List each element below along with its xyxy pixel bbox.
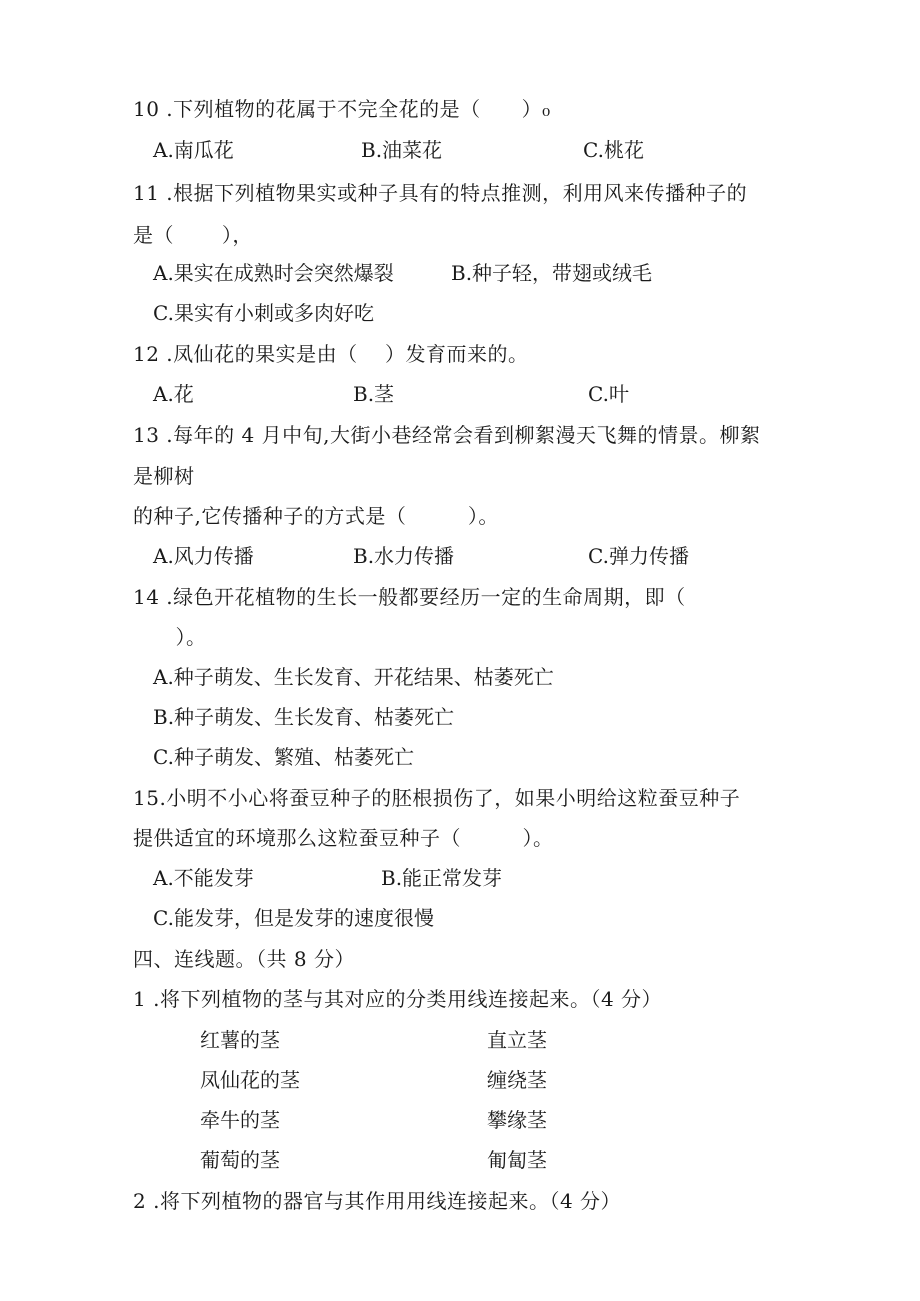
q14-stem-line1: 14 .绿色开花植物的生长一般都要经历一定的生命周期，即（ [133,585,686,609]
q14-option-a: A.种子萌发、生长发育、开花结果、枯萎死亡 [153,665,554,689]
q13-stem-line2: 是柳树 [133,464,195,488]
q11-option-b: B.种子轻，带翅或绒毛 [451,261,653,285]
q1-right-item: 缠绕茎 [487,1068,547,1092]
q11-stem-line2: 是（ ）， [133,223,253,247]
q10-option-b: B.油菜花 [361,138,443,162]
section4-title: 四、连线题。（共 8 分） [133,947,355,971]
q1-left-item: 红薯的茎 [200,1028,280,1052]
q1-right-item: 攀缘茎 [487,1108,547,1132]
q12-option-a: A.花 [153,382,194,406]
q15-option-a: A.不能发芽 [153,866,254,890]
q13-stem-line3: 的种子,它传播种子的方式是（ ）。 [133,504,499,528]
q10-option-a: A.南瓜花 [153,138,234,162]
q13-option-c: C.弹力传播 [588,544,689,568]
q15-stem-line1: 15.小明不小心将蚕豆种子的胚根损伤了，如果小明给这粒蚕豆种子 [133,786,741,810]
q1-left-item: 葡萄的茎 [200,1148,280,1172]
q12-stem: 12 .凤仙花的果实是由（ ）发育而来的。 [133,342,529,366]
q13-option-b: B.水力传播 [353,544,455,568]
q13-stem-line1: 13 .每年的 4 月中旬,大街小巷经常会看到柳絮漫天飞舞的情景。柳絮 [133,423,761,447]
q12-option-c: C.叶 [588,382,629,406]
section4-q2-stem: 2 .将下列植物的器官与其作用用线连接起来。（4 分） [133,1189,622,1213]
q1-left-item: 凤仙花的茎 [200,1068,300,1092]
q1-left-item: 牵牛的茎 [200,1108,280,1132]
q12-option-b: B.茎 [353,382,395,406]
q11-option-a: A.果实在成熟时会突然爆裂 [153,261,394,285]
q10-option-c: C.桃花 [583,138,644,162]
q10-stem: 10 .下列植物的花属于不完全花的是（ ）₀ [133,97,551,121]
q14-option-b: B.种子萌发、生长发育、枯萎死亡 [153,705,455,729]
q15-stem-line2: 提供适宜的环境那么这粒蚕豆种子（ ）。 [133,826,554,850]
q14-stem-line2: ）。 [155,625,207,649]
q15-option-b: B.能正常发芽 [381,866,503,890]
q11-option-c: C.果实有小刺或多肉好吃 [153,301,374,325]
section4-q1-stem: 1 .将下列植物的茎与其对应的分类用线连接起来。（4 分） [133,987,663,1011]
q13-option-a: A.风力传播 [153,544,254,568]
q1-right-item: 直立茎 [487,1028,547,1052]
q11-stem-line1: 11 .根据下列植物果实或种子具有的特点推测，利用风来传播种子的 [133,181,748,205]
q1-right-item: 匍匐茎 [487,1148,547,1172]
q15-option-c: C.能发芽，但是发芽的速度很慢 [153,906,434,930]
q14-option-c: C.种子萌发、繁殖、枯萎死亡 [153,745,414,769]
